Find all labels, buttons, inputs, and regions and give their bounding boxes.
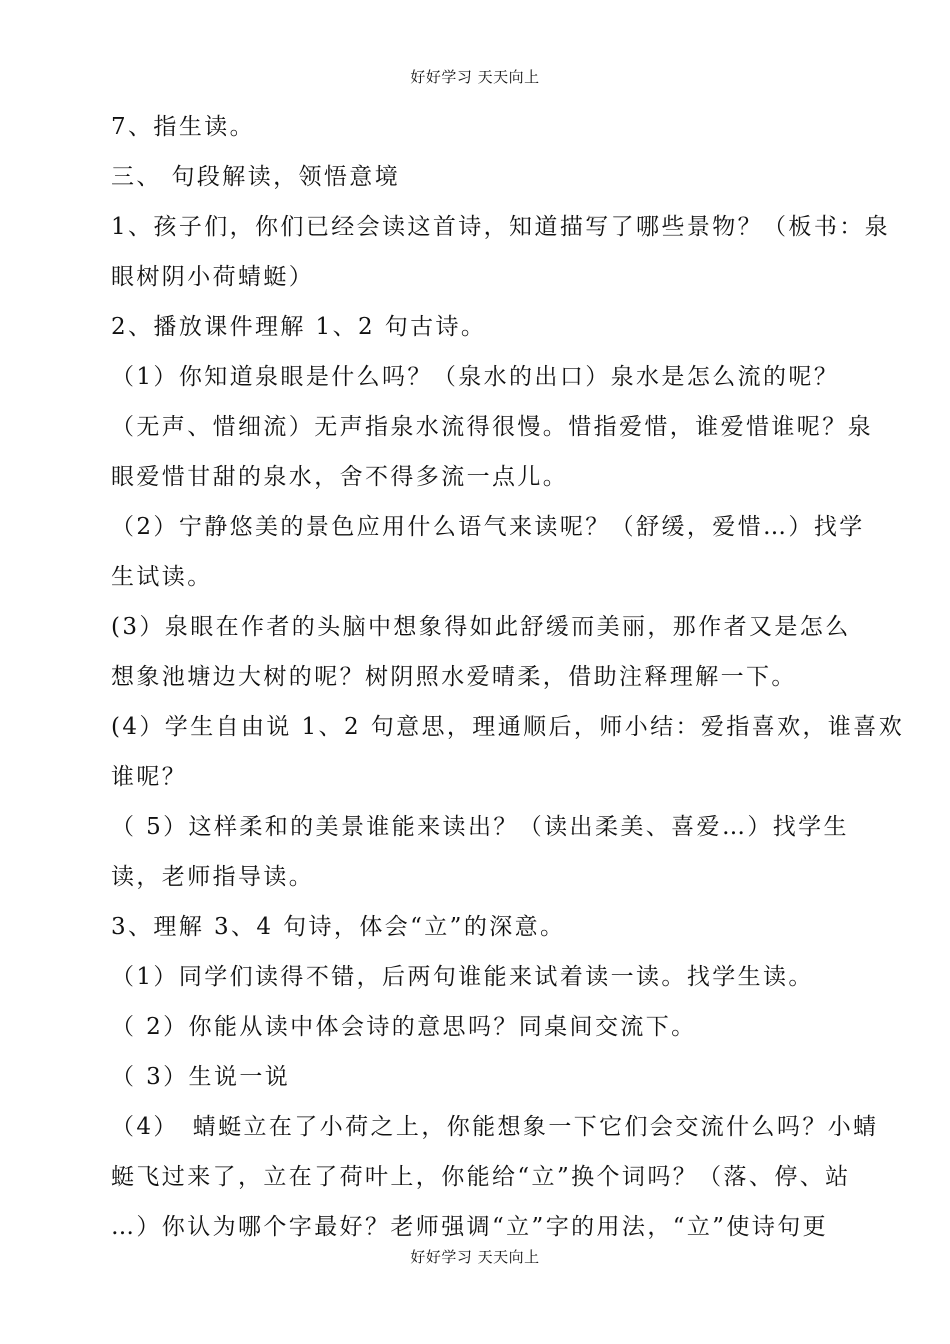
page-footer: 好好学习 天天向上 bbox=[410, 1248, 540, 1266]
text-line: 2、播放课件理解 1、2 句古诗。 bbox=[111, 314, 487, 340]
text-line: 7、指生读。 bbox=[111, 114, 256, 140]
text-line: 生试读。 bbox=[111, 564, 213, 590]
text-line: （4） 蜻蜓立在了小荷之上，你能想象一下它们会交流什么吗？小蜻 bbox=[111, 1114, 879, 1140]
text-line: 读，老师指导读。 bbox=[111, 864, 315, 890]
text-line: 1、孩子们，你们已经会读这首诗，知道描写了哪些景物？（板书：泉 bbox=[111, 214, 891, 240]
text-line: 想象池塘边大树的呢？树阴照水爱晴柔，借助注释理解一下。 bbox=[111, 664, 797, 690]
text-line: 3、理解 3、4 句诗，体会“立”的深意。 bbox=[111, 914, 566, 940]
text-line: (3）泉眼在作者的头脑中想象得如此舒缓而美丽，那作者又是怎么 bbox=[111, 614, 851, 640]
text-line: （2）宁静悠美的景色应用什么语气来读呢？（舒缓，爱惜…）找学 bbox=[111, 514, 865, 540]
text-line: （ 5）这样柔和的美景谁能来读出？（读出柔美、喜爱…）找学生 bbox=[111, 814, 849, 840]
text-line: (4）学生自由说 1、2 句意思，理通顺后，师小结：爱指喜欢，谁喜欢 bbox=[111, 714, 905, 740]
document-body bbox=[111, 102, 905, 1252]
text-line: 眼爱惜甘甜的泉水，舍不得多流一点儿。 bbox=[111, 464, 569, 490]
text-line: （ 2）你能从读中体会诗的意思吗？同桌间交流下。 bbox=[111, 1014, 697, 1040]
text-line: （无声、惜细流）无声指泉水流得很慢。惜指爱惜，谁爱惜谁呢？泉 bbox=[111, 414, 873, 440]
page-header: 好好学习 天天向上 bbox=[410, 68, 540, 86]
text-line: （1）同学们读得不错，后两句谁能来试着读一读。找学生读。 bbox=[111, 964, 814, 990]
text-line: （1）你知道泉眼是什么吗？（泉水的出口）泉水是怎么流的呢？ bbox=[111, 364, 840, 390]
text-line: （ 3）生说一说 bbox=[111, 1064, 291, 1090]
section-heading: 三、 句段解读，领悟意境 bbox=[111, 164, 401, 190]
text-line: 眼树阴小荷蜻蜓） bbox=[111, 264, 315, 290]
text-line: …）你认为哪个字最好？老师强调“立”字的用法，“立”使诗句更 bbox=[111, 1214, 829, 1240]
text-line: 谁呢？ bbox=[111, 764, 188, 790]
text-line: 蜓飞过来了，立在了荷叶上，你能给“立”换个词吗？（落、停、站 bbox=[111, 1164, 851, 1190]
